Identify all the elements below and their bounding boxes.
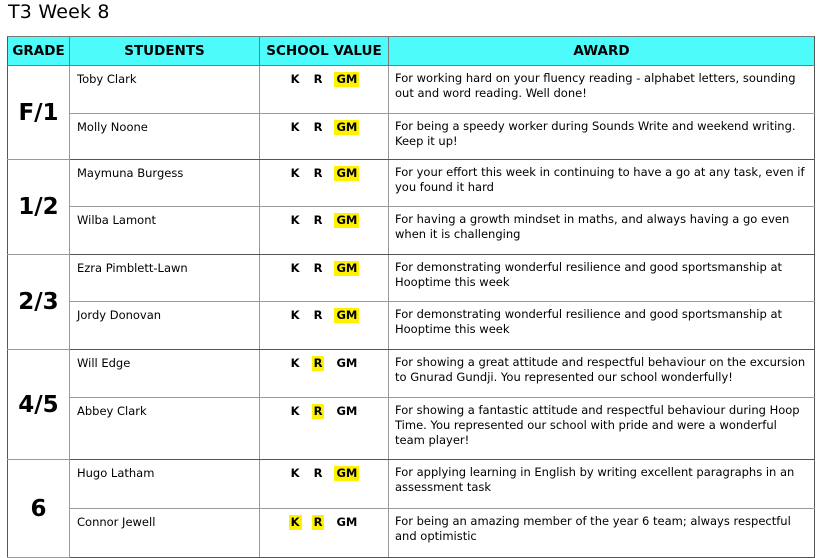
value-k-badge: K [290,261,300,275]
school-value-cell [260,350,389,398]
table-row [8,398,815,460]
student-name: Connor Jewell [70,509,260,558]
value-k-badge: K [290,308,300,322]
student-name: Abbey Clark [70,398,260,460]
award-text: For being an amazing member of the year 6 team; always respectful and optimistic [389,509,815,558]
awards-table [7,36,815,558]
award-text: For applying learning in English by writing excellent paragraphs in an assessment task [389,460,815,509]
value-gm-badge: GM [336,466,358,480]
value-gm-badge: GM [336,166,358,180]
school-value-cell [260,207,389,255]
grade-cell: F/1 [8,66,70,160]
value-k-badge: K [290,404,300,418]
table-row [8,350,815,398]
header-row [8,37,815,66]
value-gm-badge: GM [336,404,358,418]
table-row [8,66,815,114]
student-name: Wilba Lamont [70,207,260,255]
student-name: Jordy Donovan [70,302,260,350]
award-text: For being a speedy worker during Sounds Write and weekend writing. Keep it up! [389,114,815,160]
awards-body [8,66,815,558]
value-r-badge: R [313,166,323,180]
value-k-badge: K [290,356,300,370]
grade-cell: 6 [8,460,70,558]
value-r-badge: R [313,466,323,480]
award-text: For your effort this week in continuing to have a go at any task, even if you found it hard [389,160,815,207]
page-title: T3 Week 8 [8,1,110,23]
grade-cell: 1/2 [8,160,70,255]
school-value-cell [260,302,389,350]
value-r-badge: R [313,356,323,370]
student-name: Ezra Pimblett-Lawn [70,255,260,302]
school-value-cell [260,460,389,509]
value-r-badge: R [313,261,323,275]
value-gm-badge: GM [336,261,358,275]
value-gm-badge: GM [336,308,358,322]
award-text: For demonstrating wonderful resilience and good sportsmanship at Hooptime this week [389,255,815,302]
value-k-badge: K [290,515,300,529]
value-gm-badge: GM [336,72,358,86]
table-row [8,460,815,509]
grade-cell: 4/5 [8,350,70,460]
table-row [8,160,815,207]
value-gm-badge: GM [336,515,358,529]
award-text: For showing a fantastic attitude and respectful behaviour during Hoop Time. You represented our school with pride and were a wonderful team player! [389,398,815,460]
student-name: Hugo Latham [70,460,260,509]
award-text: For showing a great attitude and respectful behaviour on the excursion to Gnurad Gundji. You represented our school wonderfully! [389,350,815,398]
value-gm-badge: GM [336,213,358,227]
value-k-badge: K [290,466,300,480]
table-row [8,509,815,558]
student-name: Molly Noone [70,114,260,160]
school-value-cell [260,114,389,160]
school-value-cell [260,398,389,460]
table-row [8,302,815,350]
award-text: For working hard on your fluency reading - alphabet letters, sounding out and word reading. Well done! [389,66,815,114]
student-name: Will Edge [70,350,260,398]
table-row [8,207,815,255]
header-students: STUDENTS [70,37,260,66]
table-row [8,114,815,160]
value-r-badge: R [313,213,323,227]
value-r-badge: R [313,308,323,322]
table-row [8,255,815,302]
value-r-badge: R [313,120,323,134]
school-value-cell [260,160,389,207]
award-text: For demonstrating wonderful resilience and good sportsmanship at Hooptime this week [389,302,815,350]
value-r-badge: R [313,404,323,418]
value-r-badge: R [313,515,323,529]
value-k-badge: K [290,213,300,227]
award-text: For having a growth mindset in maths, and always having a go even when it is challenging [389,207,815,255]
grade-cell: 2/3 [8,255,70,350]
header-grade: GRADE [8,37,70,66]
school-value-cell [260,66,389,114]
school-value-cell [260,509,389,558]
school-value-cell [260,255,389,302]
value-k-badge: K [290,166,300,180]
value-k-badge: K [290,72,300,86]
value-r-badge: R [313,72,323,86]
header-award: AWARD [389,37,815,66]
header-school-value: SCHOOL VALUE [260,37,389,66]
student-name: Toby Clark [70,66,260,114]
value-k-badge: K [290,120,300,134]
value-gm-badge: GM [336,356,358,370]
student-name: Maymuna Burgess [70,160,260,207]
value-gm-badge: GM [336,120,358,134]
